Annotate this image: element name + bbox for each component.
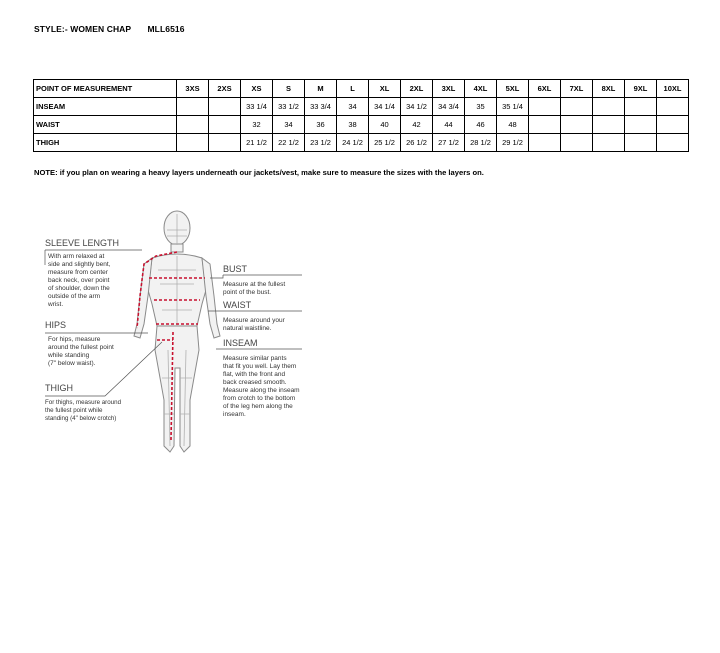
sleeve-length-text: side and slightly bent, bbox=[48, 261, 111, 268]
table-cell bbox=[177, 116, 209, 134]
hips-text: For hips, measure bbox=[48, 336, 101, 343]
table-cell: 22 1/2 bbox=[273, 134, 305, 152]
sleeve-length-text: of shoulder, down the bbox=[48, 285, 110, 292]
inseam-text: back creased smooth. bbox=[223, 379, 287, 386]
row-label: THIGH bbox=[34, 134, 177, 152]
size-header: 5XL bbox=[497, 80, 529, 98]
sleeve-length-text: outside of the arm bbox=[48, 293, 101, 300]
size-header: M bbox=[305, 80, 337, 98]
table-cell: 34 1/2 bbox=[401, 98, 433, 116]
table-cell: 36 bbox=[305, 116, 337, 134]
waist-title: WAIST bbox=[223, 300, 252, 310]
table-cell bbox=[209, 98, 241, 116]
size-header: L bbox=[337, 80, 369, 98]
table-cell: 26 1/2 bbox=[401, 134, 433, 152]
size-chart-table bbox=[33, 79, 689, 152]
bust-text: point of the bust. bbox=[223, 289, 272, 296]
size-header: 9XL bbox=[625, 80, 657, 98]
hips-text: while standing bbox=[48, 352, 90, 359]
table-cell: 42 bbox=[401, 116, 433, 134]
inseam-text: flat, with the front and bbox=[223, 371, 286, 378]
table-cell: 34 1/4 bbox=[369, 98, 401, 116]
table-row bbox=[34, 116, 689, 134]
table-cell: 35 1/4 bbox=[497, 98, 529, 116]
size-header: 2XL bbox=[401, 80, 433, 98]
table-cell: 40 bbox=[369, 116, 401, 134]
table-cell: 46 bbox=[465, 116, 497, 134]
size-header: 3XL bbox=[433, 80, 465, 98]
table-cell bbox=[561, 134, 593, 152]
body-figure bbox=[134, 211, 220, 452]
table-cell: 33 3/4 bbox=[305, 98, 337, 116]
table-cell: 44 bbox=[433, 116, 465, 134]
table-cell bbox=[209, 134, 241, 152]
table-cell: 48 bbox=[497, 116, 529, 134]
table-cell bbox=[209, 116, 241, 134]
sleeve-length-text: With arm relaxed at bbox=[48, 253, 105, 260]
style-label: STYLE:- WOMEN CHAP bbox=[34, 24, 132, 34]
hips-text: around the fullest point bbox=[48, 344, 114, 351]
thigh-text: the fullest point while bbox=[45, 407, 103, 414]
inseam-text: of the leg hem along the bbox=[223, 403, 293, 410]
size-header: 4XL bbox=[465, 80, 497, 98]
table-cell: 33 1/2 bbox=[273, 98, 305, 116]
figure-neck bbox=[171, 244, 183, 252]
inseam-text: Measure along the inseam bbox=[223, 387, 300, 394]
table-cell: 29 1/2 bbox=[497, 134, 529, 152]
table-cell: 24 1/2 bbox=[337, 134, 369, 152]
size-header: 10XL bbox=[657, 80, 689, 98]
table-cell bbox=[529, 98, 561, 116]
waist-text: Measure around your bbox=[223, 317, 285, 324]
table-cell: 34 3/4 bbox=[433, 98, 465, 116]
table-cell: 32 bbox=[241, 116, 273, 134]
thigh-text: For thighs, measure around bbox=[45, 399, 122, 406]
figure-right-arm bbox=[202, 258, 220, 338]
inseam-text: inseam. bbox=[223, 411, 246, 418]
table-cell: 27 1/2 bbox=[433, 134, 465, 152]
table-cell bbox=[529, 116, 561, 134]
table-cell: 25 1/2 bbox=[369, 134, 401, 152]
sleeve-length-text: wrist. bbox=[48, 301, 64, 308]
hips-text: (7" below waist). bbox=[48, 360, 96, 367]
table-cell bbox=[177, 134, 209, 152]
size-header-row bbox=[34, 80, 689, 98]
table-cell bbox=[657, 98, 689, 116]
table-cell bbox=[529, 134, 561, 152]
sleeve-length-text: measure from center bbox=[48, 269, 108, 276]
table-cell bbox=[177, 98, 209, 116]
table-cell: 38 bbox=[337, 116, 369, 134]
table-cell: 35 bbox=[465, 98, 497, 116]
thigh-text: standing (4" below crotch) bbox=[45, 415, 117, 422]
row-label: WAIST bbox=[34, 116, 177, 134]
size-header: 6XL bbox=[529, 80, 561, 98]
table-cell: 34 bbox=[337, 98, 369, 116]
table-cell: 34 bbox=[273, 116, 305, 134]
size-header: 2XS bbox=[209, 80, 241, 98]
thigh-title: THIGH bbox=[45, 383, 73, 393]
waist-text: natural waistline. bbox=[223, 325, 272, 332]
bust-title: BUST bbox=[223, 264, 248, 274]
table-cell: 33 1/4 bbox=[241, 98, 273, 116]
inseam-text: from crotch to the bottom bbox=[223, 395, 296, 402]
right-annotations bbox=[223, 264, 300, 418]
size-header: XL bbox=[369, 80, 401, 98]
hips-title: HIPS bbox=[45, 320, 67, 330]
size-header: 3XS bbox=[177, 80, 209, 98]
sleeve-length-title: SLEEVE LENGTH bbox=[45, 238, 120, 248]
table-cell bbox=[593, 98, 625, 116]
table-cell bbox=[657, 134, 689, 152]
corner-header: POINT OF MEASUREMENT bbox=[34, 80, 177, 98]
table-cell bbox=[657, 116, 689, 134]
layering-note: NOTE: if you plan on wearing a heavy layers underneath our jackets/vest, make sure to measure the sizes with the layers on. bbox=[34, 168, 484, 177]
table-cell bbox=[561, 98, 593, 116]
table-row bbox=[34, 134, 689, 152]
table-row bbox=[34, 98, 689, 116]
size-header: XS bbox=[241, 80, 273, 98]
row-label: INSEAM bbox=[34, 98, 177, 116]
table-cell bbox=[593, 116, 625, 134]
size-header: S bbox=[273, 80, 305, 98]
left-annotations bbox=[45, 238, 122, 422]
table-cell bbox=[593, 134, 625, 152]
measurement-guide-diagram bbox=[30, 200, 320, 470]
figure-legs bbox=[155, 326, 199, 452]
table-cell: 28 1/2 bbox=[465, 134, 497, 152]
table-cell bbox=[561, 116, 593, 134]
inseam-text: that fit you well. Lay them bbox=[223, 363, 297, 370]
table-cell: 21 1/2 bbox=[241, 134, 273, 152]
table-cell bbox=[625, 98, 657, 116]
inseam-text: Measure similar pants bbox=[223, 355, 287, 362]
bust-text: Measure at the fullest bbox=[223, 281, 286, 288]
table-cell: 23 1/2 bbox=[305, 134, 337, 152]
inseam-title: INSEAM bbox=[223, 338, 258, 348]
table-cell bbox=[625, 116, 657, 134]
sleeve-length-text: back neck, over point bbox=[48, 277, 110, 284]
style-code: MLL6516 bbox=[147, 24, 185, 34]
size-header: 7XL bbox=[561, 80, 593, 98]
size-header: 8XL bbox=[593, 80, 625, 98]
table-cell bbox=[625, 134, 657, 152]
style-header bbox=[34, 24, 185, 34]
